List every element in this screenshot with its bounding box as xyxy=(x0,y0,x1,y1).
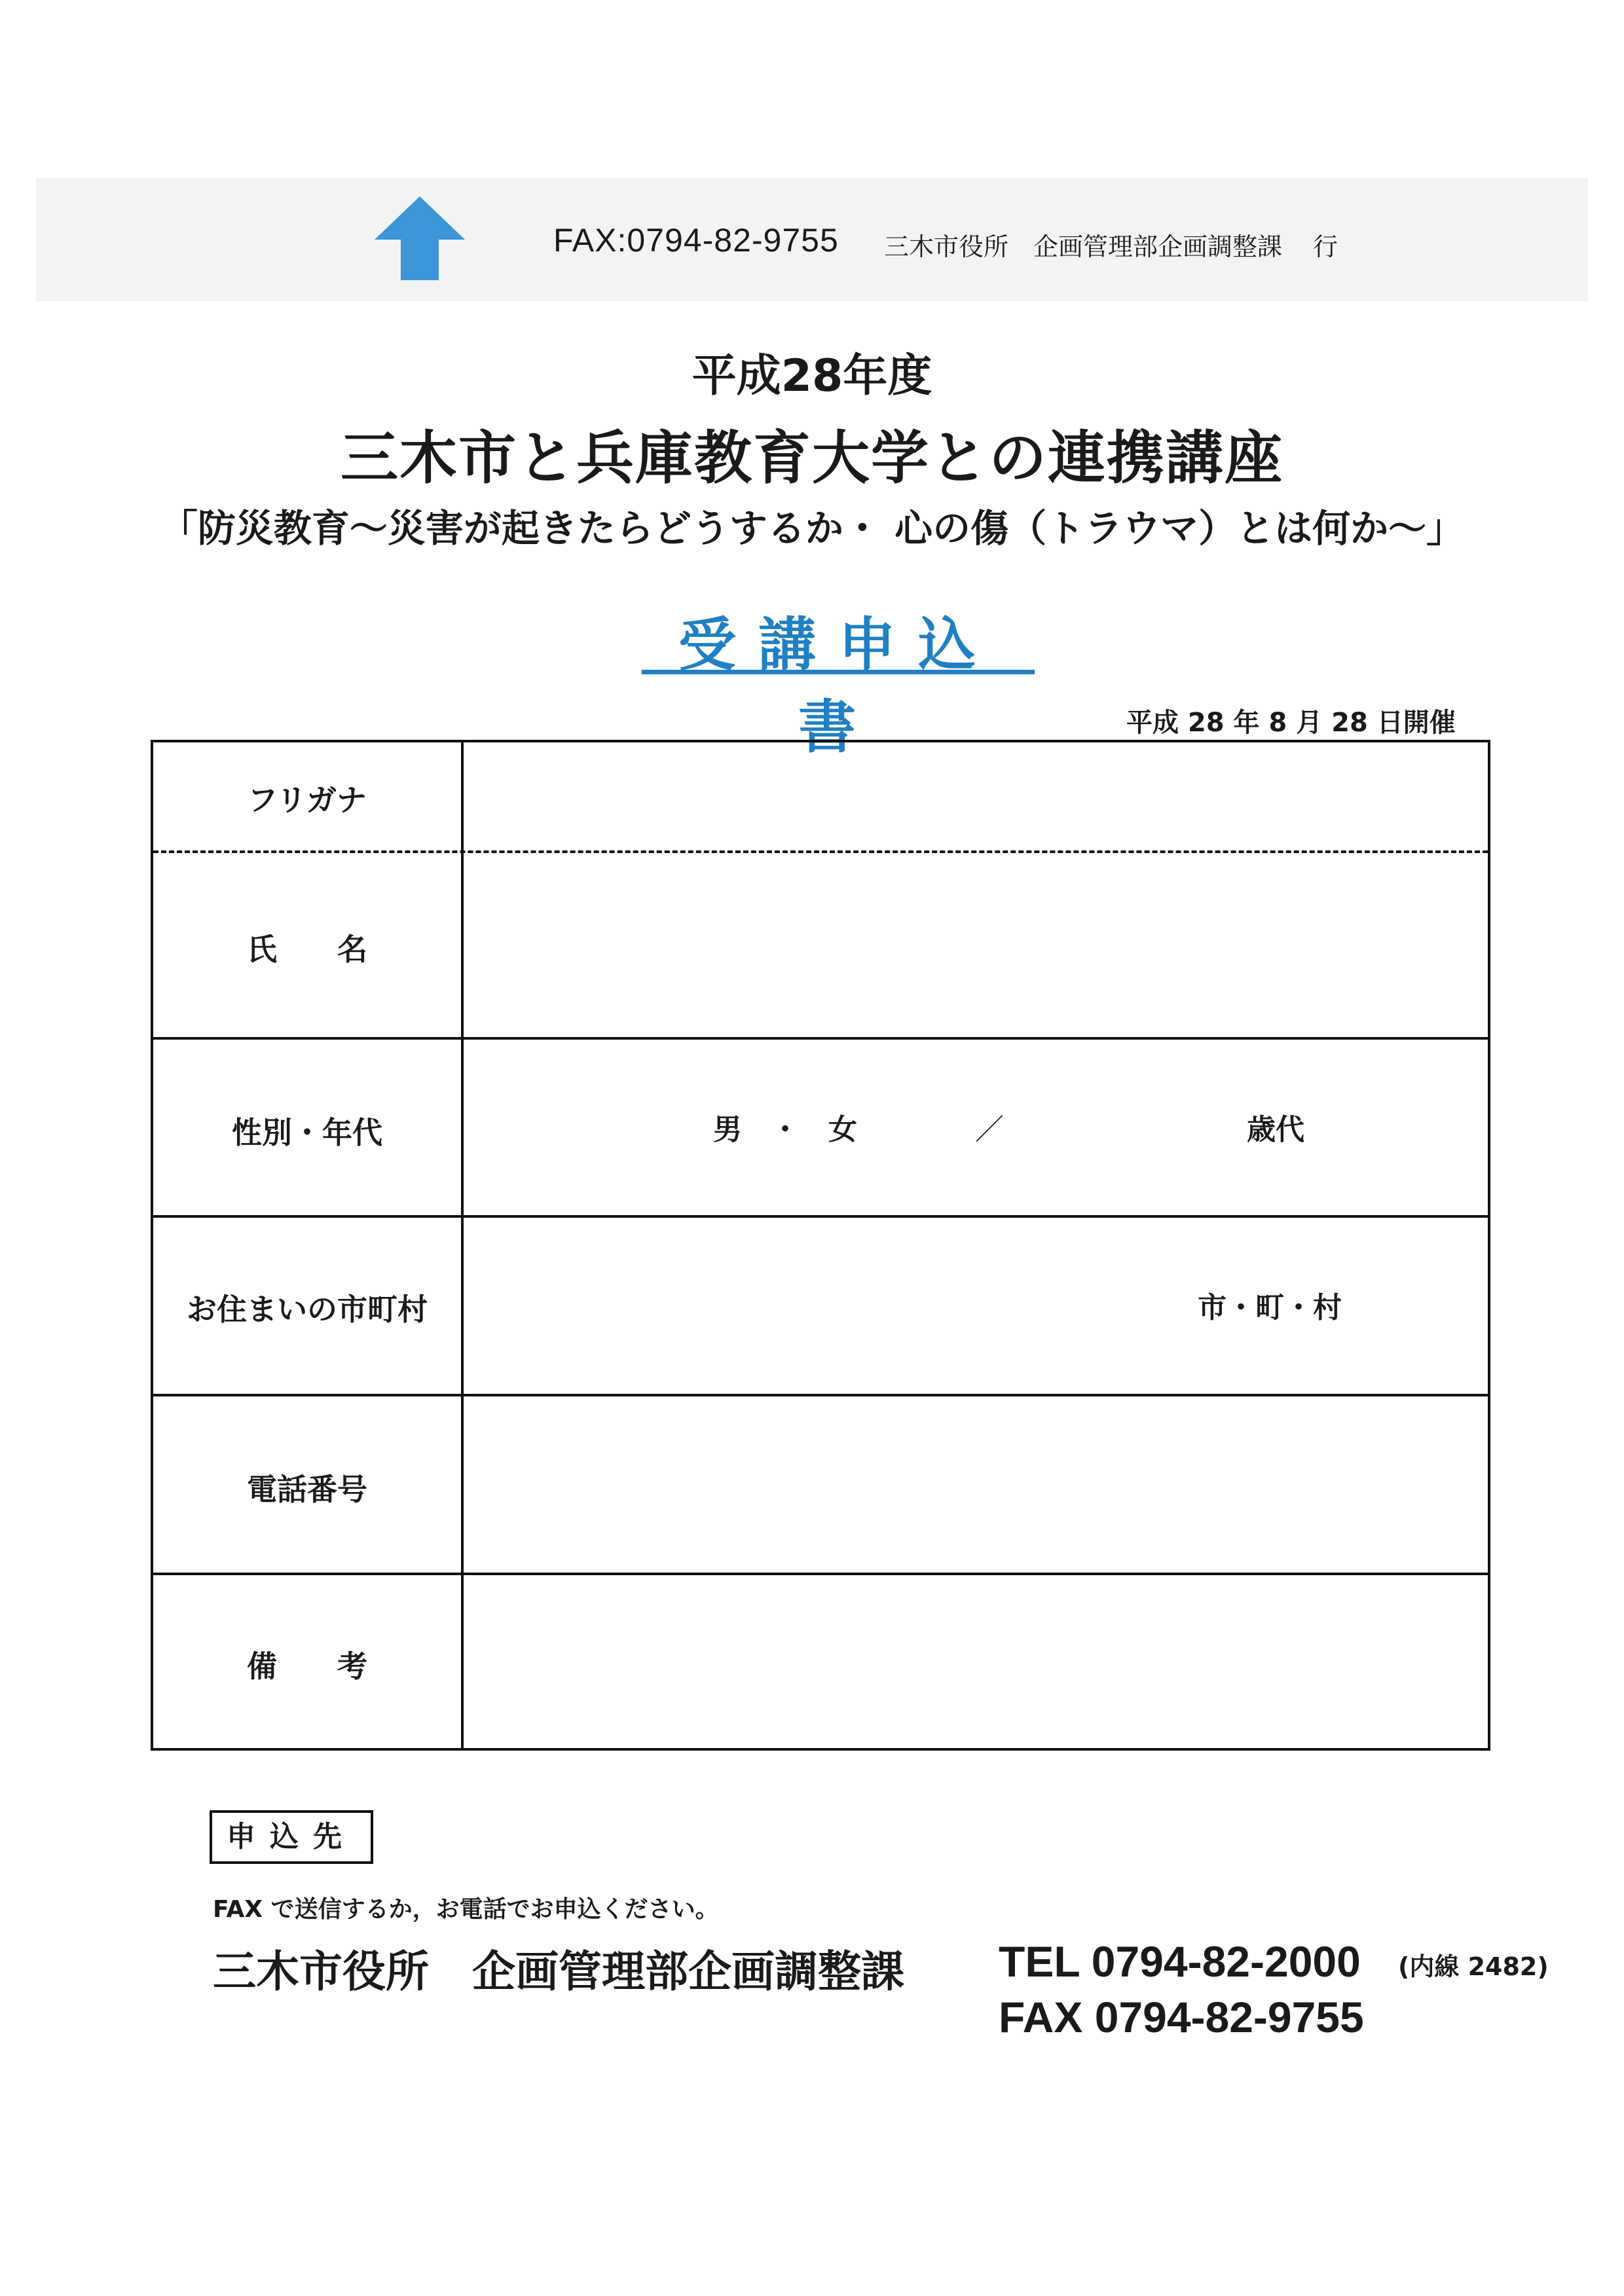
fax-number: FAX:0794-82-9755 xyxy=(553,222,839,259)
phone-label: 電話番号 xyxy=(247,1472,367,1507)
age-suffix: 歳代 xyxy=(1247,1113,1304,1146)
fax-recipient: 三木市役所 企画管理部企画調整課 xyxy=(884,232,1283,261)
fiscal-year: 平成28年度 xyxy=(692,350,932,402)
gender-options[interactable]: 男 ・ 女 xyxy=(713,1113,857,1146)
remarks-field[interactable] xyxy=(464,1575,1488,1748)
page-subtitle: 「防災教育～災害が起きたらどうするか・ 心の傷（トラウマ）とは何か～」 xyxy=(159,506,1465,551)
residence-field[interactable] xyxy=(464,1218,1184,1392)
phone-field[interactable] xyxy=(464,1396,1488,1571)
name-field[interactable] xyxy=(464,853,1488,1036)
fax-number-footer: FAX 0794-82-9755 xyxy=(999,1993,1364,2041)
up-arrow-icon xyxy=(375,196,465,280)
gender-age-label: 性別・年代 xyxy=(232,1115,382,1150)
remarks-label: 備 考 xyxy=(247,1649,367,1684)
municipality-options[interactable]: 市・町・村 xyxy=(1198,1291,1342,1324)
page-title: 三木市と兵庫教育大学との連携講座 xyxy=(340,424,1283,492)
fax-recipient-suffix: 行 xyxy=(1313,232,1338,261)
furigana-field[interactable] xyxy=(464,742,1488,850)
apply-note: FAX で送信するか，お電話でお申込ください。 xyxy=(213,1896,719,1923)
apply-to-label: 申込先 xyxy=(210,1810,373,1864)
office-name: 三木市役所 企画管理部企画調整課 xyxy=(213,1946,904,1997)
row-divider xyxy=(153,1037,1488,1040)
name-label: 氏 名 xyxy=(247,932,367,967)
residence-label: お住まいの市町村 xyxy=(187,1292,428,1327)
application-form xyxy=(151,740,1490,1751)
tel-number: TEL 0794-82-2000 xyxy=(999,1937,1361,1986)
extension-number: (内線 2482) xyxy=(1398,1952,1549,1981)
furigana-label: フリガナ xyxy=(248,782,367,818)
gender-age-separator: ／ xyxy=(975,1113,1004,1146)
event-date: 平成 28 年 8 月 28 日開催 xyxy=(1126,708,1456,738)
form-title: 受講申込書 xyxy=(642,599,1035,674)
